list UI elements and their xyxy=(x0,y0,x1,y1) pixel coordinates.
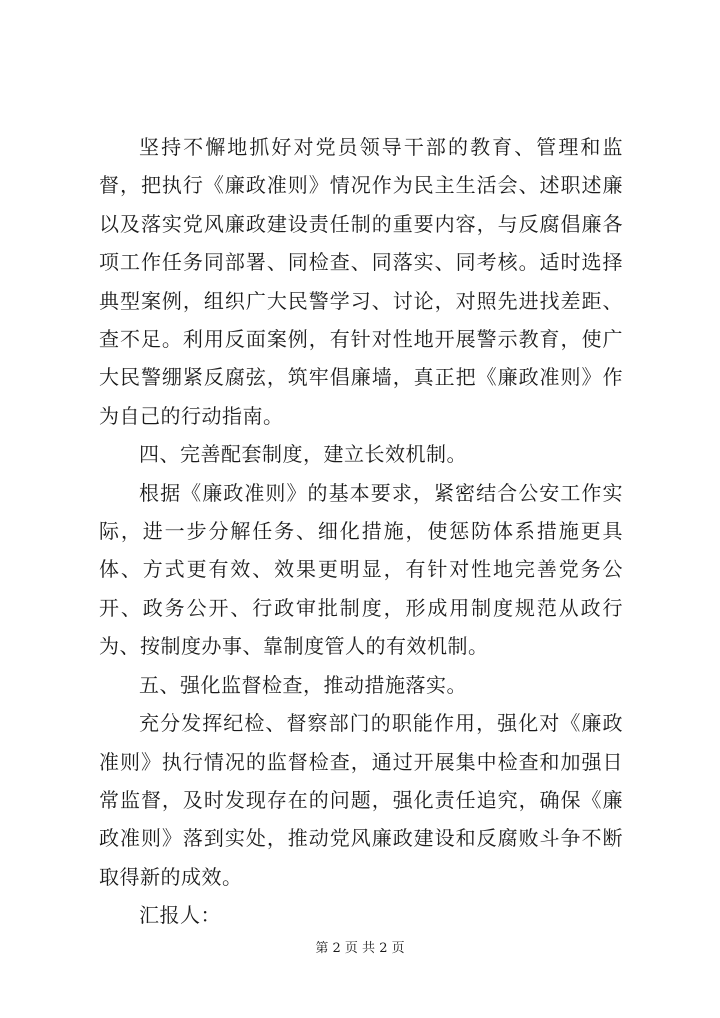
section-heading-5: 五、强化监督检查，推动措施落实。 xyxy=(139,672,467,697)
paragraph-supervision-inspection: 充分发挥纪检、督察部门的职能作用，强化对《廉政准则》执行情况的监督检查，通过开展集中检查和加强日常监督，及时发现存在的问题，强化责任追究，确保《廉政准则》落到实处，推动党风廉政建设和反腐败斗争不断取得新的成效。 xyxy=(99,711,623,889)
page-number-footer: 第 2 页 共 2 页 xyxy=(315,941,405,956)
paragraph-system-mechanism: 根据《廉政准则》的基本要求，紧密结合公安工作实际，进一步分解任务、细化措施，使惩防体系措施更具体、方式更有效、效果更明显，有针对性地完善党务公开、政务公开、行政审批制度，形成用制度规范从政行为、按制度办事、靠制度管人的有效机制。 xyxy=(99,480,623,659)
reporter-label: 汇报人： xyxy=(139,903,221,928)
section-heading-4: 四、完善配套制度，建立长效机制。 xyxy=(139,442,467,467)
paragraph-education-supervision: 坚持不懈地抓好对党员领导干部的教育、管理和监督，把执行《廉政准则》情况作为民主生活会、述职述廉以及落实党风廉政建设责任制的重要内容，与反腐倡廉各项工作任务同部署、同检查、同落实、同考核。适时选择典型案例，组织广大民警学习、讨论，对照先进找差距、查不足。利用反面案例，有针对性地开展警示教育，使广大民警绷紧反腐弦，筑牢倡廉墙，真正把《廉政准则》作为自己的行动指南。 xyxy=(99,135,623,428)
document-body xyxy=(99,128,623,935)
